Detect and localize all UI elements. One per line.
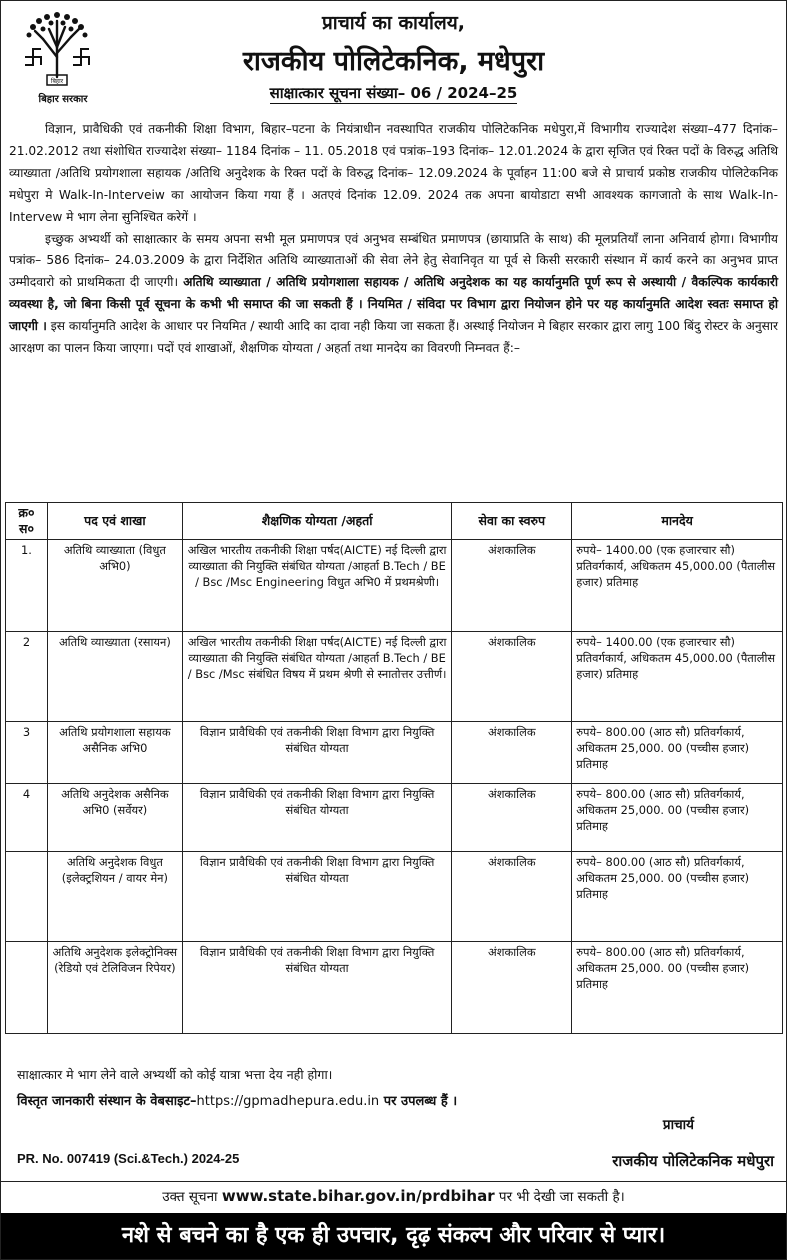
cell-qualification: विज्ञान प्रावैधिकी एवं तकनीकी शिक्षा विभाग द्वारा नियुक्ति संबंधित योग्यता xyxy=(182,852,452,942)
table-row xyxy=(6,942,783,1034)
cell-qualification: विज्ञान प्रावैधिकी एवं तकनीकी शिक्षा विभाग द्वारा नियुक्ति संबंधित योग्यता xyxy=(182,722,452,784)
office-title: प्राचार्य का कार्यालय, xyxy=(321,12,466,34)
cell-qualification: अखिल भारतीय तकनीकी शिक्षा पर्षद(AICTE) नई दिल्ली द्वारा व्याख्याता की नियुक्ति संबंधित योग्यता /आहर्ता B.Tech / BE / Bsc /Msc संबंधित विषय में प्रथम श्रेणी से स्नातोत्तर उत्तीर्ण। xyxy=(182,632,452,722)
paragraph-2-part-b: इस कार्यानुमति आदेश के आधार पर नियमित / स्थायी आदि का दावा नही किया जा सकता हैं। अस्थाई नियोजन मे बिहार सरकार द्वारा लागु 100 बिंदु रोस्टर के अनुसार आरक्षण का पालन किया जाएगा। पदों एवं शाखाओं, शैक्षणिक योग्यता / अहर्ता तथा मानदेय का विवरणी निम्नवत हैं:– xyxy=(9,319,779,356)
cell-post: अतिथि अनुदेशक इलेक्ट्रोनिक्स (रेडियो एवं टेलिविजन रिपेयर) xyxy=(47,942,182,1034)
note-suffix: पर भी देखी जा सकती है। xyxy=(494,1189,625,1205)
header-pay: मानदेय xyxy=(572,503,783,540)
cell-pay: रुपये– 800.00 (आठ सौ) प्रतिवर्गकार्य, अधिकतम 25,000. 00 (पच्चीस हजार) प्रतिमाह xyxy=(572,852,783,942)
cell-serial-no xyxy=(6,852,48,942)
cell-pay: रुपये– 800.00 (आठ सौ) प्रतिवर्गकार्य, अधिकतम 25,000. 00 (पच्चीस हजार) प्रतिमाह xyxy=(572,722,783,784)
logo-text: बिहार xyxy=(50,78,64,85)
table-row xyxy=(6,722,783,784)
cell-pay: रुपये– 1400.00 (एक हजारचार सौ) प्रतिवर्गकार्य, अधिकतम 45,000.00 (पैतालीस हजार) प्रतिमाह xyxy=(572,632,783,722)
cell-post: अतिथि प्रयोगशाला सहायक असैनिक अभि0 xyxy=(47,722,182,784)
cell-qualification: विज्ञान प्रावैधिकी एवं तकनीकी शिक्षा विभाग द्वारा नियुक्ति संबंधित योग्यता xyxy=(182,942,452,1034)
cell-nature: अंशकालिक xyxy=(452,784,572,852)
cell-serial-no xyxy=(6,942,48,1034)
table-row xyxy=(6,632,783,722)
table-header-row xyxy=(6,503,783,540)
notice-number-text: साक्षात्कार सूचना संख्या– 06 / 2024–25 xyxy=(269,84,518,102)
cell-nature: अंशकालिक xyxy=(452,722,572,784)
cell-serial-no: 4 xyxy=(6,784,48,852)
cell-serial-no: 1. xyxy=(6,540,48,632)
cell-post: अतिथि अनुदेशक असैनिक अभि0 (सर्वेयर) xyxy=(47,784,182,852)
header-nature: सेवा का स्वरुप xyxy=(452,503,572,540)
cell-qualification: विज्ञान प्रावैधिकी एवं तकनीकी शिक्षा विभाग द्वारा नियुक्ति संबंधित योग्यता xyxy=(182,784,452,852)
paragraph-2-bold: अतिथि व्याख्याता / अतिथि प्रयोगशाला सहायक / अतिथि अनुदेशक का यह कार्यानुमति पूर्ण रूप से अस्थायी / वैकल्पिक कार्यकारी व्यवस्था है, जो बिना किसी पूर्व सूचना के कभी भी समाप्त की जा सकती हैं । नियमित / संविदा पर विभाग द्वारा नियोजन होने पर यह कार्यानुमति आदेश स्वतः समाप्त हो जाएगी । xyxy=(9,275,779,334)
website-link[interactable]: https://gpmadhepura.edu.in xyxy=(196,1094,380,1109)
logo-caption: बिहार सरकार xyxy=(38,94,88,105)
note-link[interactable]: www.state.bihar.gov.in/prdbihar xyxy=(221,1187,495,1205)
header-serial-no: क्र० स० xyxy=(6,503,48,540)
cell-nature: अंशकालिक xyxy=(452,942,572,1034)
prd-note xyxy=(1,1187,786,1205)
header-qualification: शैक्षणिक योग्यता /अहर्ता xyxy=(182,503,452,540)
posts-table xyxy=(5,502,783,1034)
cell-post: अतिथि व्याख्याता (रसायन) xyxy=(47,632,182,722)
table-row xyxy=(6,540,783,632)
paragraph-2-part-a: इच्छुक अभ्यर्थी को साक्षात्कार के समय अपना सभी मूल प्रमाणपत्र एवं अनुभव सम्बंधित प्रमाणपत्र (छायाप्रति के साथ) की मूलप्रतियाँ लाना अनिवार्य होगा। विभागीय पत्रांक– 586 दिनांक– 24.03.2009 के द्वारा निर्देशित अतिथि व्याख्याताओं की सेवा लेने हेतु सेवानिवृत या पूर्व से किसी सरकारी संस्थान में कार्य करने का अनुभव प्राप्त उम्मीदवारो को प्राथमिकता दी जाएगी। xyxy=(9,231,778,290)
cell-post: अतिथि अनुदेशक विधुत (इलेक्ट्रशियन / वायर मेन) xyxy=(47,852,182,942)
website-prefix: विस्तृत जानकारी संस्थान के वेबसाइट– xyxy=(17,1094,197,1109)
notice-body xyxy=(9,119,778,360)
table-row xyxy=(6,784,783,852)
cell-pay: रुपये– 1400.00 (एक हजारचार सौ) प्रतिवर्गकार्य, अधिकतम 45,000.00 (पैतालीस हजार) प्रतिमाह xyxy=(572,540,783,632)
cell-nature: अंशकालिक xyxy=(452,852,572,942)
paragraph-2 xyxy=(9,229,778,360)
divider xyxy=(1,1181,786,1182)
pr-number: PR. No. 007419 (Sci.&Tech.) 2024-25 xyxy=(17,1151,240,1166)
cell-post: अतिथि व्याख्याता (विधुत अभि0) xyxy=(47,540,182,632)
cell-pay: रुपये– 800.00 (आठ सौ) प्रतिवर्गकार्य, अधिकतम 25,000. 00 (पच्चीस हजार) प्रतिमाह xyxy=(572,784,783,852)
paragraph-1: विज्ञान, प्रावैधिकी एवं तकनीकी शिक्षा विभाग, बिहार–पटना के नियंत्राधीन नवस्थापित राजकीय पोलिटेकनिक मधेपुरा,में विभागीय राज्यादेश संख्या–477 दिनांक– 21.02.2012 तथा संशोधित राज्यादेश संख्या– 1184 दिनांक – 11. 05.2018 एवं पत्रांक–193 दिनांक– 12.01.2024 के द्वारा सृजित एवं रिक्त पदों के विरुद्ध अतिथि व्याख्याता /अतिथि प्रयोगशाला सहायक /अतिथि अनुदेशक के रिक्त पदों के विरुद्ध दिनांक– 12.09.2024 के पूर्वाहन 11:00 बजे से प्राचार्य प्रकोष्ठ राजकीय पोलिटेकनिक मधेपुरा मे Walk-In-Interveiw का आयोजन किया गया हैं । अतएवं दिनांक 12.09. 2024 तक अपना बायोडाटा सभी आवश्यक कागजातो के साथ Walk-In-Intervew मे भाग लेना सुनिश्चित करेगें । xyxy=(9,122,778,224)
table-row xyxy=(6,852,783,942)
anti-drug-slogan-banner: नशे से बचने का है एक ही उपचार, दृढ़ संकल्प और परिवार से प्यार। xyxy=(1,1213,786,1259)
signatory-institution: राजकीय पोलिटेकनिक मधेपुरा xyxy=(612,1152,774,1170)
cell-qualification: अखिल भारतीय तकनीकी शिक्षा पर्षद(AICTE) नई दिल्ली द्वारा व्याख्याता की नियुक्ति संबंधित योग्यता /आहर्ता B.Tech / BE / Bsc /Msc Engineering विधुत अभि0 में प्रथमश्रेणी। xyxy=(182,540,452,632)
header-post: पद एवं शाखा xyxy=(47,503,182,540)
notice-number xyxy=(1,83,786,103)
cell-nature: अंशकालिक xyxy=(452,632,572,722)
cell-pay: रुपये– 800.00 (आठ सौ) प्रतिवर्गकार्य, अधिकतम 25,000. 00 (पच्चीस हजार) प्रतिमाह xyxy=(572,942,783,1034)
header xyxy=(1,1,786,107)
cell-serial-no: 2 xyxy=(6,632,48,722)
note-prefix: उक्त सूचना xyxy=(162,1189,222,1205)
institution-name: राजकीय पोलिटेकनिक, मधेपुरा xyxy=(242,46,545,77)
cell-nature: अंशकालिक xyxy=(452,540,572,632)
website-info xyxy=(17,1091,457,1109)
website-suffix: पर उपलब्ध हैं । xyxy=(379,1094,458,1109)
cell-serial-no: 3 xyxy=(6,722,48,784)
travel-allowance-note: साक्षात्कार मे भाग लेने वाले अभ्यर्थी को कोई यात्रा भत्ता देय नही होगा। xyxy=(17,1067,333,1082)
signatory-title: प्राचार्य xyxy=(662,1117,694,1133)
